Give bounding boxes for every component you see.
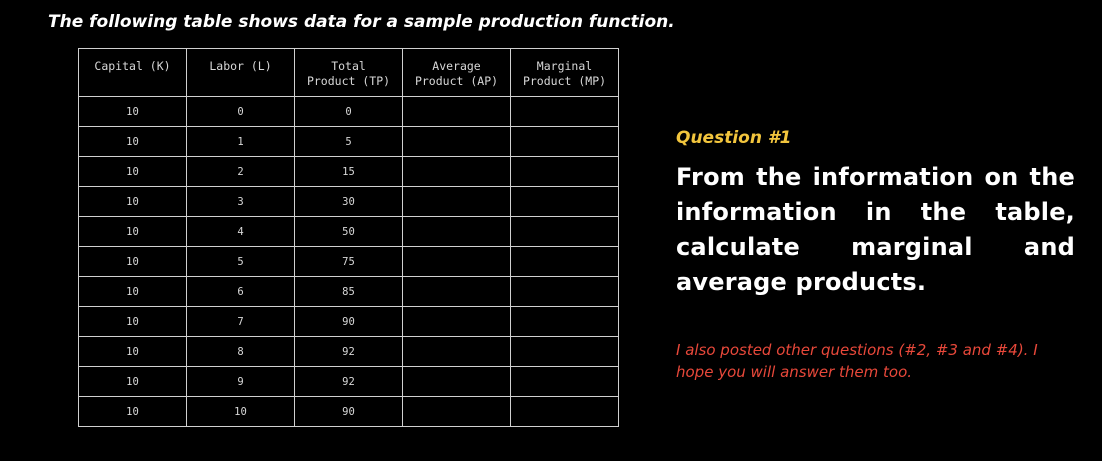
cell-marginal-product xyxy=(511,247,619,277)
page-title: The following table shows data for a sample production function. xyxy=(48,12,675,32)
table-row xyxy=(79,277,619,307)
cell-labor: 7 xyxy=(187,307,295,337)
cell-capital: 10 xyxy=(79,127,187,157)
cell-labor: 9 xyxy=(187,367,295,397)
cell-total-product: 85 xyxy=(295,277,403,307)
cell-capital: 10 xyxy=(79,367,187,397)
cell-marginal-product xyxy=(511,337,619,367)
cell-labor: 6 xyxy=(187,277,295,307)
cell-average-product xyxy=(403,277,511,307)
header-marginal-product: Marginal Product (MP) xyxy=(511,49,619,97)
cell-labor: 3 xyxy=(187,187,295,217)
table-row xyxy=(79,127,619,157)
header-labor: Labor (L) xyxy=(187,49,295,97)
cell-average-product xyxy=(403,337,511,367)
cell-labor: 0 xyxy=(187,97,295,127)
cell-labor: 10 xyxy=(187,397,295,427)
table-row xyxy=(79,187,619,217)
cell-total-product: 92 xyxy=(295,337,403,367)
cell-marginal-product xyxy=(511,127,619,157)
header-capital: Capital (K) xyxy=(79,49,187,97)
cell-average-product xyxy=(403,247,511,277)
cell-capital: 10 xyxy=(79,307,187,337)
cell-capital: 10 xyxy=(79,277,187,307)
table-row xyxy=(79,247,619,277)
cell-total-product: 90 xyxy=(295,397,403,427)
cell-average-product xyxy=(403,157,511,187)
cell-marginal-product xyxy=(511,157,619,187)
cell-average-product xyxy=(403,127,511,157)
table-row xyxy=(79,337,619,367)
table-row xyxy=(79,367,619,397)
cell-capital: 10 xyxy=(79,217,187,247)
cell-labor: 8 xyxy=(187,337,295,367)
cell-total-product: 30 xyxy=(295,187,403,217)
table-body xyxy=(79,97,619,427)
note-text: I also posted other questions (#2, #3 and #4). I hope you will answer them too. xyxy=(676,341,1038,381)
cell-marginal-product xyxy=(511,187,619,217)
table-row xyxy=(79,397,619,427)
cell-marginal-product xyxy=(511,397,619,427)
cell-total-product: 92 xyxy=(295,367,403,397)
cell-labor: 4 xyxy=(187,217,295,247)
cell-total-product: 15 xyxy=(295,157,403,187)
cell-capital: 10 xyxy=(79,397,187,427)
table-row xyxy=(79,157,619,187)
table-row xyxy=(79,97,619,127)
cell-average-product xyxy=(403,217,511,247)
cell-average-product xyxy=(403,367,511,397)
cell-average-product xyxy=(403,187,511,217)
production-table xyxy=(78,48,619,427)
cell-capital: 10 xyxy=(79,157,187,187)
cell-marginal-product xyxy=(511,277,619,307)
cell-total-product: 0 xyxy=(295,97,403,127)
cell-marginal-product xyxy=(511,307,619,337)
cell-labor: 2 xyxy=(187,157,295,187)
question-text: From the information on the information in the table, calculate marginal and average products. xyxy=(676,163,1075,296)
cell-labor: 1 xyxy=(187,127,295,157)
cell-average-product xyxy=(403,97,511,127)
cell-total-product: 75 xyxy=(295,247,403,277)
header-total-product: Total Product (TP) xyxy=(295,49,403,97)
header-average-product: Average Product (AP) xyxy=(403,49,511,97)
cell-labor: 5 xyxy=(187,247,295,277)
question-label: Question #1 xyxy=(676,128,792,148)
cell-capital: 10 xyxy=(79,247,187,277)
cell-total-product: 50 xyxy=(295,217,403,247)
cell-capital: 10 xyxy=(79,97,187,127)
cell-marginal-product xyxy=(511,217,619,247)
cell-total-product: 90 xyxy=(295,307,403,337)
cell-total-product: 5 xyxy=(295,127,403,157)
table-header-row xyxy=(79,49,619,97)
table-row xyxy=(79,307,619,337)
table-row xyxy=(79,217,619,247)
cell-marginal-product xyxy=(511,367,619,397)
cell-capital: 10 xyxy=(79,187,187,217)
cell-capital: 10 xyxy=(79,337,187,367)
cell-marginal-product xyxy=(511,97,619,127)
cell-average-product xyxy=(403,397,511,427)
cell-average-product xyxy=(403,307,511,337)
